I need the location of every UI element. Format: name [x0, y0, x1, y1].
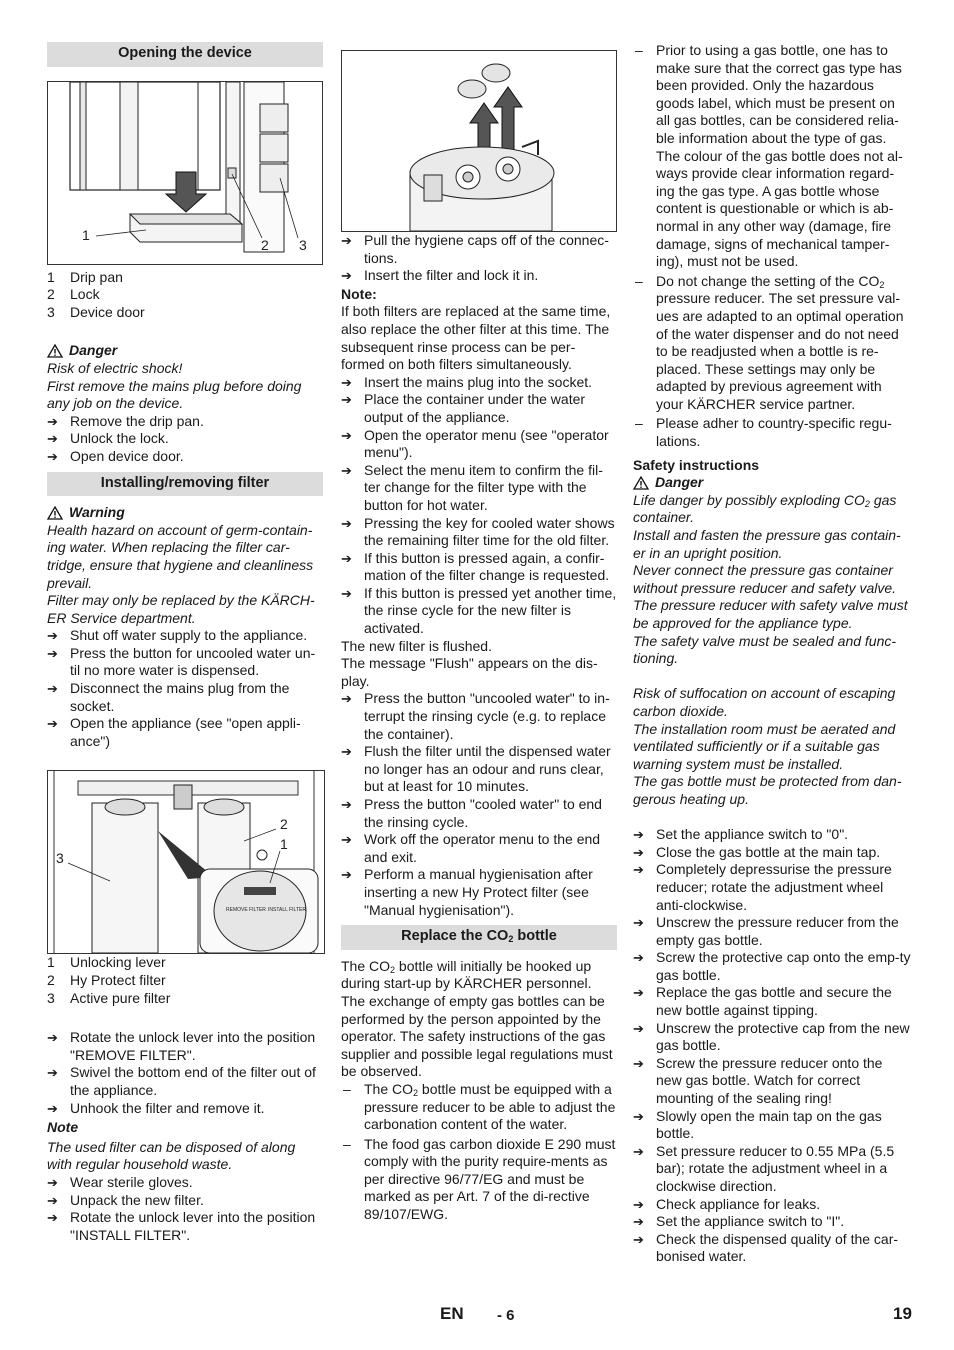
fig1-callout-1: 1: [82, 226, 90, 243]
step: ➔ Open the appliance (see "open appli-ance"): [47, 715, 301, 749]
dash-item: – The $CO_2$ bottle must be equipped with a pressure reducer to be able to adjust the carbonation content of the water.: [343, 1080, 616, 1133]
figure-opening-device: [47, 81, 323, 265]
arrow-right-icon: ➔: [341, 233, 352, 248]
note-text: The used filter can be disposed of along with regular household waste.: [47, 1138, 296, 1173]
step: ➔ Insert the filter and lock it in.: [341, 267, 539, 284]
step: ➔ Select the menu item to confirm the fil-ter change for the filter type with the button for hot water.: [341, 461, 603, 513]
install-filter-label: INSTALL FILTER: [268, 907, 306, 914]
arrow-right-icon: ➔: [633, 1055, 644, 1071]
note-heading: Note:: [341, 285, 377, 302]
danger-text: Install and fasten the pressure gas contain-er in an upright position.: [633, 527, 901, 561]
co2-intro: The $CO_2$ bottle will initially be hooked up during start-up by KÄRCHER personnel. The exchange of empty gas bottles can be performed by the person appointed by the operator. The safety instructions of the gas supplier and possible legal regulations must be observed.: [341, 957, 613, 1080]
step: ➔ Check the dispensed quality of the car-bonised water.: [633, 1230, 899, 1265]
figure-hygiene-caps: [341, 50, 617, 232]
suffocation-text: The gas bottle must be protected from dan-gerous heating up.: [633, 773, 902, 807]
step: ➔ Unhook the filter and remove it.: [47, 1099, 265, 1116]
step: ➔ Place the container under the water output of the appliance.: [341, 391, 586, 425]
legend-item: 3 Device door: [47, 303, 145, 320]
arrow-right-icon: ➔: [633, 1196, 644, 1212]
suffocation-text: The installation room must be aerated and ventilated sufficiently or if a suitable gas warning system must be installed.: [633, 720, 896, 772]
step: ➔ Unpack the new filter.: [47, 1191, 204, 1208]
danger-text: Never connect the pressure gas container without pressure reducer and safety valve.: [633, 562, 897, 596]
remove-filter-label: REMOVE FILTER: [226, 907, 266, 914]
column-2: [341, 42, 617, 1224]
step: ➔ Pull the hygiene caps off of the connec-tions.: [341, 232, 609, 266]
section-heading-filter: Installing/removing filter: [47, 472, 323, 497]
arrow-right-icon: ➔: [47, 1210, 58, 1226]
page-footer: [0, 1305, 954, 1329]
step: ➔ If this button is pressed again, a confir-mation of the filter change is requested.: [341, 549, 610, 584]
body-text: The message "Flush" appears on the dis-play.: [341, 655, 598, 689]
body-text: The new filter is flushed.: [341, 637, 492, 654]
arrow-right-icon: ➔: [47, 681, 58, 697]
opening-device-illustration: [48, 82, 322, 264]
step: ➔ Insert the mains plug into the socket.: [341, 373, 593, 390]
step: ➔ Perform a manual hygienisation after inserting a new Hy Protect filter (see "Manual hygienisation").: [341, 866, 593, 918]
dash-item: – The food gas carbon dioxide E 290 must comply with the purity require-ments as per directive 96/77/EG and must be marked as per Art. 7 of the di-rective 89/107/EWG.: [343, 1135, 616, 1223]
danger-text: The safety valve must be sealed and func-tioning.: [633, 632, 897, 667]
step: ➔ Press the button for uncooled water un-til no more water is dispensed.: [47, 644, 316, 679]
warning-text: Filter may only be replaced by the KÄRCH-ER Service department.: [47, 592, 315, 626]
danger-text: Risk of electric shock!: [47, 359, 183, 376]
danger-text: Life danger by possibly exploding $CO_2$ gas container.: [633, 491, 897, 526]
dash-item: – Prior to using a gas bottle, one has to make sure that the correct gas type has been provided. Only the hazardous goods label, which must be present on all gas bottles, can be considered relia-ble information about the type of gas. The colour of the gas bottle does not al-ways provide clear information regard-ing the gas type. A gas bottle whose content is questionable or which is ab-normal in any other way (damage, fire damage, signs of mechanical tamper-ing), must not be used.: [635, 42, 903, 270]
danger-text: First remove the mains plug before doing any job on the device.: [47, 377, 302, 412]
arrow-right-icon: ➔: [47, 413, 58, 429]
step: ➔ Close the gas bottle at the main tap.: [633, 843, 881, 860]
arrow-right-icon: ➔: [47, 431, 58, 447]
step: ➔ Check appliance for leaks.: [633, 1195, 821, 1212]
arrow-right-icon: ➔: [47, 628, 58, 644]
arrow-right-icon: ➔: [341, 550, 352, 566]
arrow-right-icon: ➔: [633, 844, 644, 860]
arrow-right-icon: ➔: [341, 867, 352, 883]
arrow-right-icon: ➔: [633, 827, 644, 843]
arrow-right-icon: ➔: [47, 1065, 58, 1081]
step: ➔ Open the operator menu (see "operator menu").: [341, 426, 609, 461]
arrow-right-icon: ➔: [47, 1192, 58, 1208]
arrow-right-icon: ➔: [47, 645, 58, 661]
arrow-right-icon: ➔: [47, 1100, 58, 1116]
step: ➔ Flush the filter until the dispensed water no longer has an odour and runs clear, but at least for 10 minutes.: [341, 743, 611, 795]
legend-opening: [47, 269, 323, 322]
legend-item: 3 Active pure filter: [47, 989, 171, 1006]
legend-item: 1 Unlocking lever: [47, 954, 166, 971]
step: ➔ Set pressure reducer to 0.55 MPa (5.5 bar); rotate the adjustment wheel in a clockwise direction.: [633, 1142, 895, 1194]
column-3: [633, 42, 911, 1266]
step: ➔ Rotate the unlock lever into the position "INSTALL FILTER".: [47, 1209, 316, 1243]
arrow-right-icon: ➔: [341, 374, 352, 390]
arrow-right-icon: ➔: [633, 1108, 644, 1124]
legend-item: 2 Hy Protect filter: [47, 972, 166, 989]
arrow-right-icon: ➔: [633, 862, 644, 878]
filter-illustration: [48, 771, 324, 953]
dash-item: – Please adher to country-specific regu-lations.: [635, 415, 892, 450]
arrow-right-icon: ➔: [47, 1174, 58, 1190]
warning-triangle-icon: [633, 476, 649, 490]
dash-item: – Do not change the setting of the $CO_2$ pressure reducer. The set pressure val-ues are adapted to an optimal operation of the water dispenser and do not need to be readjusted when a bottle is re-placed. These settings may only be adapted by previous agreement with your KÄRCHER service partner.: [635, 272, 904, 412]
danger-text: The pressure reducer with safety valve must be approved for the appliance type.: [633, 597, 908, 631]
arrow-right-icon: ➔: [633, 985, 644, 1001]
fig1-callout-3: 3: [299, 236, 307, 253]
arrow-right-icon: ➔: [341, 462, 352, 478]
fig2-callout-3: 3: [56, 850, 64, 867]
danger-heading: Danger: [47, 342, 323, 360]
step: ➔ Remove the drip pan.: [47, 412, 204, 429]
arrow-right-icon: ➔: [341, 797, 352, 812]
safety-heading: Safety instructions: [633, 456, 760, 473]
step: ➔ Replace the gas bottle and secure the new bottle against tipping.: [633, 984, 892, 1019]
step: ➔ Shut off water supply to the appliance.: [47, 627, 308, 644]
step: ➔ Wear sterile gloves.: [47, 1173, 193, 1190]
step: ➔ Set the appliance switch to "I".: [633, 1213, 845, 1230]
warning-triangle-icon: [47, 344, 63, 358]
warning-heading: Warning: [47, 504, 323, 522]
legend-item: 1 Drip pan: [47, 268, 123, 285]
step: ➔ Swivel the bottom end of the filter out of the appliance.: [47, 1064, 316, 1098]
arrow-right-icon: ➔: [633, 915, 644, 931]
section-heading-co2: Replace the $CO_2$ bottle: [341, 925, 617, 950]
step: ➔ Completely depressurise the pressure reducer; rotate the adjustment wheel anti-clockwise.: [633, 861, 892, 913]
step: ➔ Press the button "cooled water" to end the rinsing cycle.: [341, 796, 602, 830]
step: ➔ Open device door.: [47, 447, 184, 464]
step: ➔ Press the button "uncooled water" to in-terrupt the rinsing cycle (e.g. to replace the container).: [341, 690, 610, 742]
suffocation-text: Risk of suffocation on account of escaping carbon dioxide.: [633, 685, 896, 719]
step: ➔ Slowly open the main tap on the gas bottle.: [633, 1107, 882, 1142]
note-heading: Note: [47, 1119, 79, 1136]
arrow-right-icon: ➔: [633, 1020, 644, 1036]
legend-filter: [47, 954, 323, 1007]
arrow-right-icon: ➔: [633, 1231, 644, 1247]
fig2-callout-2: 2: [280, 816, 288, 833]
arrow-right-icon: ➔: [341, 832, 352, 848]
fig1-callout-2: 2: [261, 236, 269, 253]
arrow-right-icon: ➔: [341, 427, 352, 443]
arrow-right-icon: ➔: [47, 1030, 58, 1046]
step: ➔ Unscrew the pressure reducer from the empty gas bottle.: [633, 914, 899, 948]
arrow-right-icon: ➔: [633, 1143, 644, 1159]
step: ➔ Unscrew the protective cap from the new gas bottle.: [633, 1019, 910, 1054]
step: ➔ Set the appliance switch to "0".: [633, 826, 849, 843]
section-page-number: - 6: [497, 1307, 515, 1324]
arrow-right-icon: ➔: [341, 585, 352, 601]
warning-text: Health hazard on account of germ-contain-ing water. When replacing the filter car-tridge, ensure that hygiene and cleanliness prevail.: [47, 521, 314, 591]
arrow-right-icon: ➔: [633, 950, 644, 966]
figure-filter: [47, 770, 325, 954]
arrow-right-icon: ➔: [341, 744, 352, 760]
note-text: If both filters are replaced at the same time, also replace the other filter at this time. The subsequent rinse process can be per-formed on both filters simultaneously.: [341, 303, 611, 373]
legend-item: 2 Lock: [47, 286, 100, 303]
arrow-right-icon: ➔: [47, 448, 58, 464]
arrow-right-icon: ➔: [633, 1214, 644, 1230]
page-number: 19: [893, 1304, 912, 1323]
arrow-right-icon: ➔: [341, 392, 352, 408]
step: ➔ If this button is pressed yet another time, the rinse cycle for the new filter is activated.: [341, 584, 617, 637]
language-code: EN: [440, 1304, 464, 1323]
danger-heading: Danger: [633, 474, 911, 492]
arrow-right-icon: ➔: [341, 515, 352, 531]
fig2-callout-1: 1: [280, 836, 288, 853]
step: ➔ Disconnect the mains plug from the socket.: [47, 680, 290, 714]
warning-triangle-icon: [47, 506, 63, 520]
step: ➔ Screw the pressure reducer onto the new gas bottle. Watch for correct mounting of the sealing ring!: [633, 1054, 883, 1107]
arrow-right-icon: ➔: [341, 691, 352, 707]
arrow-right-icon: ➔: [341, 268, 352, 284]
column-1: [47, 42, 323, 1244]
hygiene-caps-illustration: [342, 51, 616, 231]
step: ➔ Unlock the lock.: [47, 430, 169, 447]
arrow-right-icon: ➔: [47, 716, 58, 732]
section-heading-opening: Opening the device: [47, 42, 323, 67]
step: ➔ Pressing the key for cooled water shows the remaining filter time for the old filter.: [341, 514, 615, 549]
step: ➔ Screw the protective cap onto the emp-ty gas bottle.: [633, 949, 911, 983]
step: ➔ Rotate the unlock lever into the position "REMOVE FILTER".: [47, 1029, 316, 1063]
step: ➔ Work off the operator menu to the end and exit.: [341, 831, 601, 865]
